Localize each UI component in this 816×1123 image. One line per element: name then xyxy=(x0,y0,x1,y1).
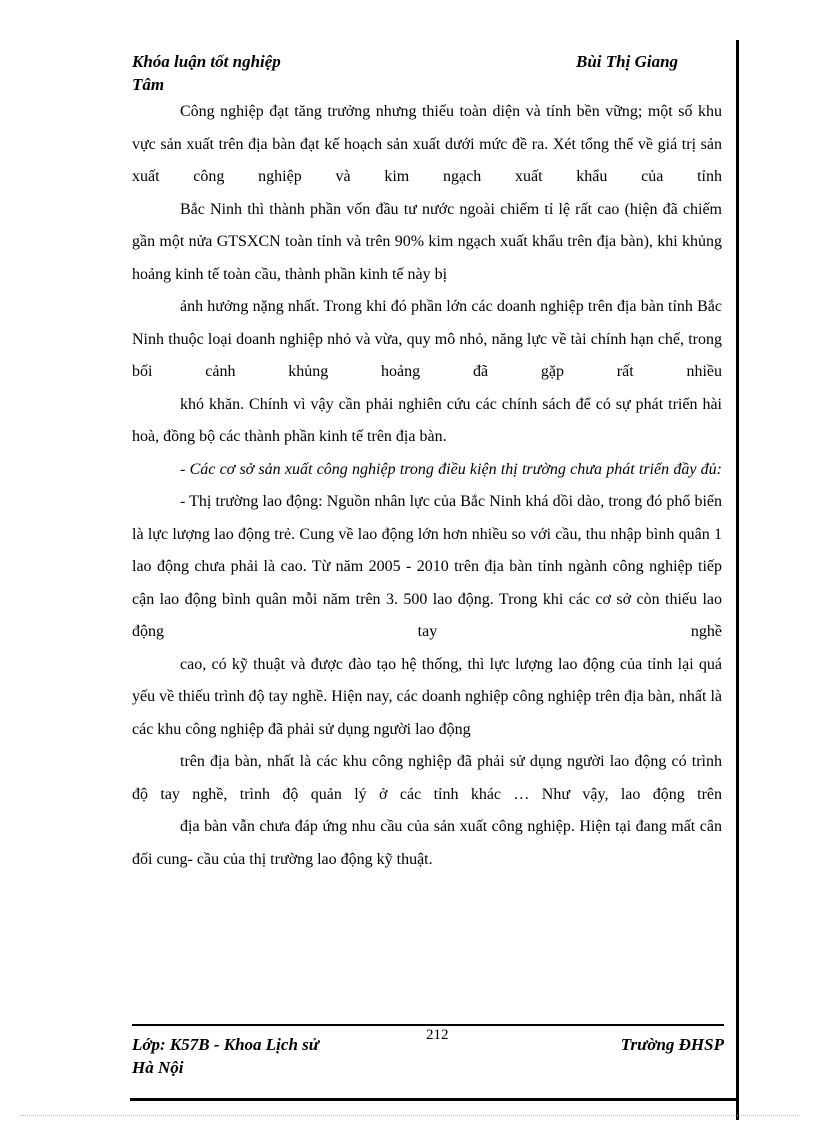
thesis-title: Khóa luận tốt nghiệp xyxy=(132,52,281,71)
author-name: Bùi Thị Giang xyxy=(576,52,679,71)
paragraph: Công nghiệp đạt tăng trưởng nhưng thiếu toàn diện và tính bền vững; một số khu vực sản xuất trên địa bàn đạt kế hoạch sản xuất dưới mức đề ra. Xét tổng thể về giá trị sản xuất công nghiệp và kim ngạch xuất khẩu của tỉnh xyxy=(132,103,722,185)
paragraph: khó khăn. Chính vì vậy cần phải nghiên cứu các chính sách để có sự phát triển hài hoà, đồng bộ các thành phần kinh tế trên địa bàn. xyxy=(132,395,722,445)
paragraph: ảnh hưởng nặng nhất. Trong khi đó phần lớn các doanh nghiệp trên địa bàn tỉnh Bắc Ninh thuộc loại doanh nghiệp nhỏ và vừa, quy mô nhỏ, năng lực về tài chính hạn chế, trong bối cảnh khủng hoảng đã gặp rất nhiều xyxy=(132,298,722,380)
school-name: Trường ĐHSP xyxy=(620,1035,724,1054)
footer-rule xyxy=(132,1024,724,1026)
class-label: Lớp: K57B - Khoa Lịch sử xyxy=(132,1035,319,1054)
paragraph: Bắc Ninh thì thành phần vốn đầu tư nước ngoài chiếm tỉ lệ rất cao (hiện đã chiếm gần một nửa GTSXCN toàn tỉnh và trên 90% kim ngạch xuất khẩu trên địa bàn), khi khủng hoảng kinh tế toàn cầu, thành phần kinh tế này bị xyxy=(132,200,722,283)
page-number: 212 xyxy=(426,1027,449,1043)
italic-heading: - Các cơ sở sản xuất công nghiệp trong điều kiện thị trường chưa phát triển đầy đủ: xyxy=(180,460,722,478)
body-text xyxy=(132,96,722,876)
paragraph: - Thị trường lao động: Nguồn nhân lực của Bắc Ninh khá dồi dào, trong đó phổ biến là lực lượng lao động trẻ. Cung về lao động lớn hơn nhiều so với cầu, thu nhập bình quân 1 lao động chưa phải là cao. Từ năm 2005 - 2010 trên địa bàn tỉnh ngành công nghiệp tiếp cận lao động bình quân mỗi năm trên 3. 500 lao động. Trong khi các cơ sở còn thiếu lao động tay nghề xyxy=(132,493,722,640)
page-border-right xyxy=(736,40,739,1120)
paragraph: trên địa bàn, nhất là các khu công nghiệp đã phải sử dụng người lao động có trình độ tay nghề, trình độ quản lý ở các tỉnh khác … Như vậy, lao động trên xyxy=(132,753,722,803)
paragraph: địa bàn vẫn chưa đáp ứng nhu cầu của sản xuất công nghiệp. Hiện tại đang mất cân đối cung- cầu của thị trường lao động kỹ thuật. xyxy=(132,818,722,868)
class-label-continued: Hà Nội xyxy=(132,1058,184,1077)
paragraph: cao, có kỹ thuật và được đào tạo hệ thống, thì lực lượng lao động của tỉnh lại quá yếu về thiếu trình độ tay nghề. Hiện nay, các doanh nghiệp công nghiệp trên địa bàn, nhất là các khu công nghiệp đã phải sử dụng người lao động xyxy=(132,655,722,738)
page-edge-dotted xyxy=(20,1115,800,1116)
author-name-continued: Tâm xyxy=(132,75,165,94)
page-border-bottom xyxy=(130,1098,739,1101)
